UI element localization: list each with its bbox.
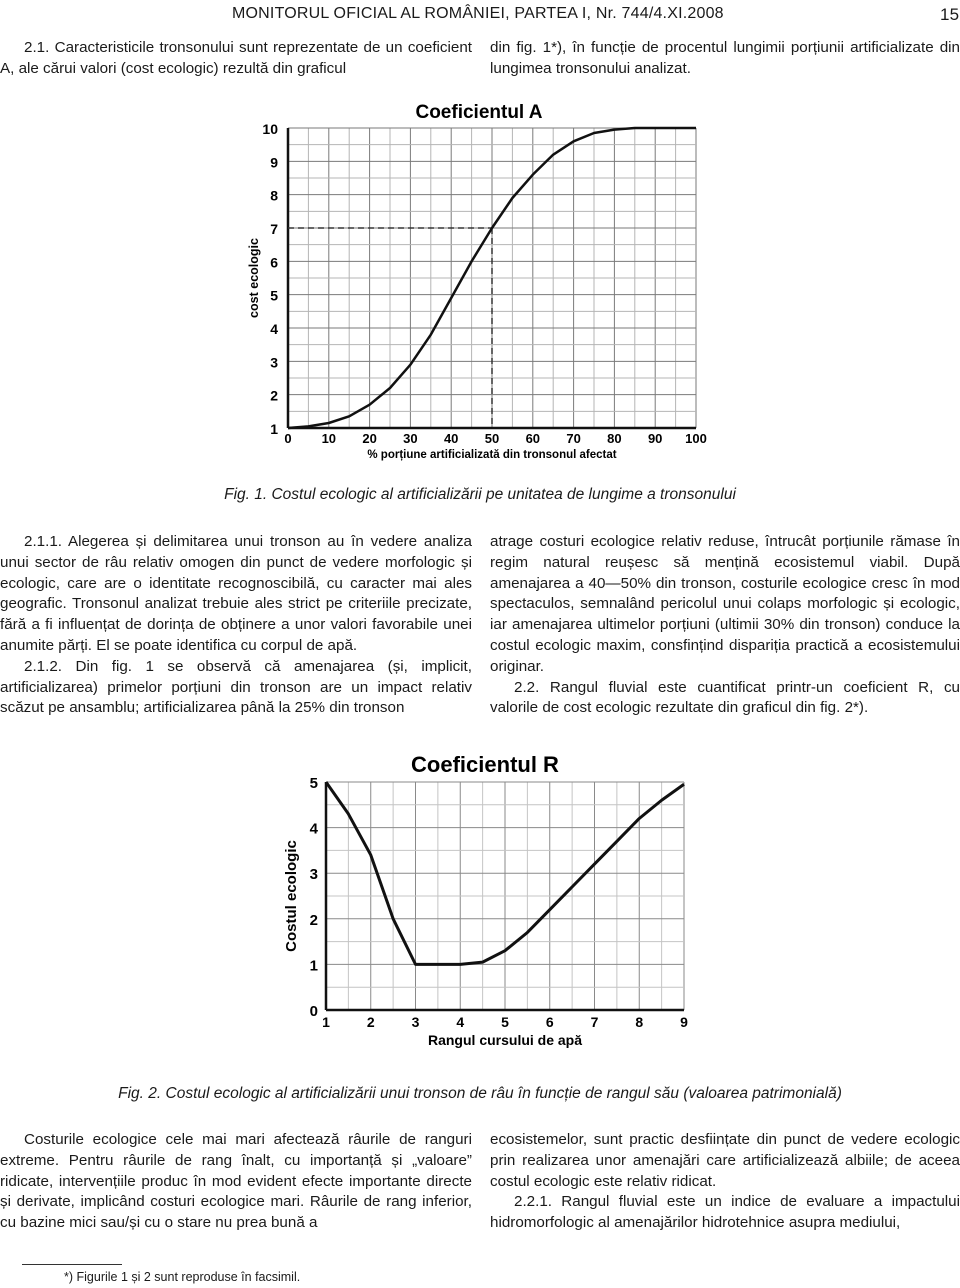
x-axis-label: % porțiune artificializată din tronsonul afectat: [367, 449, 617, 461]
y-tick-label: 3: [270, 354, 278, 371]
header-title: MONITORUL OFICIAL AL ROMÂNIEI, PARTEA I, Nr. 744/4.XI.2008: [232, 5, 724, 22]
paragraph-2-1-2: 2.1.2. Din fig. 1 se observă că amenajarea (și, implicit, artificializarea) primelor porțiuni din tronson are un impact relativ scăzut pe ansamblu; artificializarea până la 25% din tronson: [0, 657, 472, 717]
x-tick-label: 50: [484, 431, 500, 446]
x-tick-label: 20: [362, 431, 377, 446]
y-tick-label: 7: [270, 221, 278, 237]
footnote-divider: [22, 1264, 122, 1265]
section-left: [0, 532, 472, 719]
x-tick-label: 0: [284, 431, 292, 446]
intro-right-text: din fig. 1*), în funcție de procentul lungimii porțiunii artificializate din lungimea tronsonului analizat.: [490, 39, 960, 77]
figure-1: [200, 100, 720, 468]
x-tick-label: 5: [501, 1014, 509, 1030]
paragraph-2-2: 2.2. Rangul fluvial este cuantificat printr-un coeficient R, cu valorile de cost ecologic rezultate din graficul din fig. 2*).: [490, 678, 960, 717]
y-tick-label: 0: [309, 1003, 318, 1020]
x-tick-label: 100: [685, 431, 707, 446]
chart-coeficient-a: [200, 100, 720, 468]
y-tick-label: 9: [270, 154, 278, 171]
intro-left: [0, 38, 472, 80]
paragraph-continuation: atrage costuri ecologice relativ reduse, întrucât porțiunile rămase în regim natural reușesc să mențină ecosistemul viabil. După amenajarea a 40—50% din tronson, costurile ecologice cresc în mod spectaculos, semnalând pericolul unui colaps morfologic și ecologic, iar amenajarea ultimelor porțiuni (ultimii 30% din tronson) conduce la costul ecologic maxim, consfințind dispariția practică a ecosistemului originar.: [490, 533, 960, 675]
y-tick-label: 4: [309, 820, 318, 838]
y-tick-label: 2: [270, 387, 278, 404]
x-tick-label: 4: [456, 1014, 465, 1030]
paragraph-ranguri: Costurile ecologice cele mai mari afectează râurile de ranguri extreme. Pentru râurile de rang înalt, cu importanță și „valoare” ridicate, intervențiile produc în mod evident efecte importante directe și derivate, implicând costuri ecologice mari. Râurile de rang inferior, cu bazine mici sau/și cu o stare nu prea bună a: [0, 1131, 472, 1232]
y-tick-label: 6: [270, 254, 278, 271]
y-tick-label: 5: [309, 775, 318, 792]
paragraph-2-1-1: 2.1.1. Alegerea și delimitarea unui tronson au în vedere analiza unui sector de râu relativ omogen din punct de vedere morfologic și ecologic, care are o identitate recognoscibilă, cu caracter mai ales geografic. Tronsonul analizat trebuie ales strict pe criteriile precizate, fără a fi influențat de dorința de obținere a unor valori favorabile unei anumite părți. El se poate identifica cu corpul de apă.: [0, 533, 472, 654]
intro-right: [490, 38, 960, 80]
x-tick-label: 90: [647, 431, 663, 446]
x-tick-label: 30: [403, 431, 418, 446]
y-tick-label: 10: [262, 121, 278, 137]
x-tick-label: 80: [607, 431, 622, 446]
paragraph-2-2-1: 2.2.1. Rangul fluvial este un indice de evaluare a impactului hidromorfologic al amenajărilor hidrotehnice asupra mediului,: [490, 1193, 960, 1232]
chart-title: Coeficientul R: [411, 752, 559, 777]
y-tick-label: 2: [309, 911, 318, 929]
intro-left-text: 2.1. Caracteristicile tronsonului sunt reprezentate de un coeficient A, ale cărui valori (cost ecologic) rezultă din graficul: [0, 39, 472, 77]
x-tick-label: 9: [680, 1014, 688, 1030]
y-tick-label: 1: [270, 421, 278, 437]
bottom-left: [0, 1130, 472, 1234]
y-tick-label: 3: [309, 866, 318, 884]
chart-title: Coeficientul A: [415, 102, 543, 123]
y-tick-label: 4: [270, 321, 278, 337]
paragraph-ecosisteme: ecosistemelor, sunt practic desființate din punct de vedere ecologic prin realizarea unor amenajări care artificializează albiile; de aceea costul ecologic este relativ ridicat.: [490, 1131, 960, 1190]
y-tick-label: 8: [270, 187, 278, 204]
y-tick-label: 5: [270, 287, 278, 304]
y-tick-label: 1: [309, 957, 318, 975]
figure-2: [244, 748, 704, 1058]
x-tick-label: 70: [566, 431, 581, 446]
y-axis-label: Costul ecologic: [283, 840, 300, 952]
x-tick-label: 7: [590, 1014, 599, 1030]
figure-1-caption: Fig. 1. Costul ecologic al artificializării pe unitatea de lungime a tronsonului: [224, 486, 736, 503]
x-tick-label: 10: [321, 431, 337, 446]
y-axis-label: cost ecologic: [247, 238, 261, 318]
bottom-right: [490, 1130, 960, 1234]
x-tick-label: 8: [635, 1014, 644, 1030]
figure-2-caption: Fig. 2. Costul ecologic al artificializării unui tronson de râu în funcție de rangul său (valoarea patrimonială): [118, 1085, 842, 1102]
page-header: [232, 5, 960, 24]
x-tick-label: 3: [411, 1014, 420, 1030]
page-number: 15: [940, 5, 960, 24]
chart-coeficient-r: [244, 748, 704, 1058]
x-tick-label: 1: [322, 1014, 330, 1030]
x-tick-label: 60: [525, 431, 541, 446]
x-axis-label: Rangul cursului de apă: [427, 1032, 583, 1048]
section-right: [490, 532, 960, 719]
footnote: *) Figurile 1 și 2 sunt reproduse în facsimil.: [64, 1270, 301, 1284]
x-tick-label: 6: [545, 1014, 554, 1030]
x-tick-label: 2: [366, 1014, 375, 1030]
x-tick-label: 40: [443, 431, 459, 446]
